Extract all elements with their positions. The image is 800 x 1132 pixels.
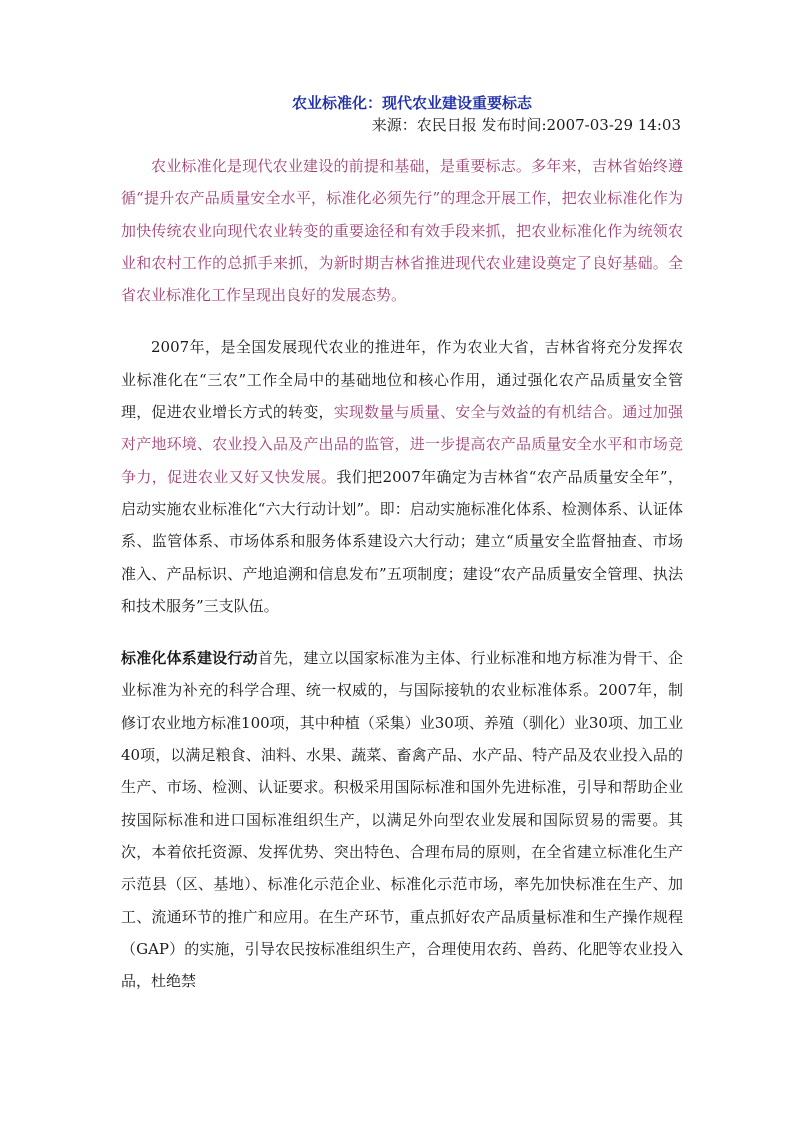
paragraph-2-part-c: 我们把2007年确定为吉林省“农产品质量安全年”，启动实施农业标准化“六大行动计划”。即：启动实施标准化体系、检测体系、认证体系、监管体系、市场体系和服务体系建设六大行动；建立“质量安全监督抽查、市场准入、产品标识、产地追溯和信息发布”五项制度；建设“农产品质量安全管理、执法和技术服务”三支队伍。 — [121, 467, 683, 615]
section-heading: 标准化体系建设行动 — [121, 649, 258, 668]
document-title: 农业标准化：现代农业建设重要标志 — [291, 94, 532, 112]
paragraph-3-body: 首先，建立以国家标准为主体、行业标准和地方标准为骨干、企业标准为补充的科学合理、统一权威的，与国际接轨的农业标准体系。2007年，制修订农业地方标准100项，其中种植（采集）业30项、养殖（驯化）业30项、加工业40项，以满足粮食、油料、水果、蔬菜、畜禽产品、水产品、特产品及农业投入品的生产、市场、检测、认证要求。积极采用国际标准和国外先进标准，引导和帮助企业按国际标准和进口国标准组织生产，以满足外向型农业发展和国际贸易的需要。其次，本着依托资源、发挥优势、突出特色、合理布局的原则，在全省建立标准化生产示范县（区、基地）、标准化示范企业、标准化示范市场，率先加快标准在生产、加工、流通环节的推广和应用。在生产环节，重点抓好农产品质量标准和生产操作规程（GAP）的实施，引导农民按标准组织生产，合理使用农药、兽药、化肥等农业投入品，杜绝禁 — [121, 649, 683, 991]
paragraph-3 — [121, 642, 683, 997]
document-page — [121, 92, 683, 997]
source-line: 来源：农民日报 发布时间:2007-03-29 14:03 — [371, 116, 681, 134]
paragraph-2 — [121, 331, 683, 622]
paragraph-2-part-a: 2007年，是全国发展现代农业的推进年，作为农业大省，吉林省将充分发挥农业标准化在“三农”工作全局中的基础地位和核心作用，通过强化农产品质量安全管理，促进农业增长方式的转变， — [121, 338, 683, 422]
paragraph-1: 农业标准化是现代农业建设的前提和基础，是重要标志。多年来，吉林省始终遵循“提升农产品质量安全水平，标准化必须先行”的理念开展工作，把农业标准化作为加快传统农业向现代农业转变的重要途径和有效手段来抓，把农业标准化作为统领农业和农村工作的总抓手来抓，为新时期吉林省推进现代农业建设奠定了良好基础。全省农业标准化工作呈现出良好的发展态势。 — [121, 157, 683, 305]
paragraph-2-highlight: 实现数量与质量、安全与效益的有机结合。通过加强对产地环境、农业投入品及产出品的监管，进一步提高农产品质量安全水平和市场竞争力，促进农业又好又快发展。 — [121, 403, 683, 486]
